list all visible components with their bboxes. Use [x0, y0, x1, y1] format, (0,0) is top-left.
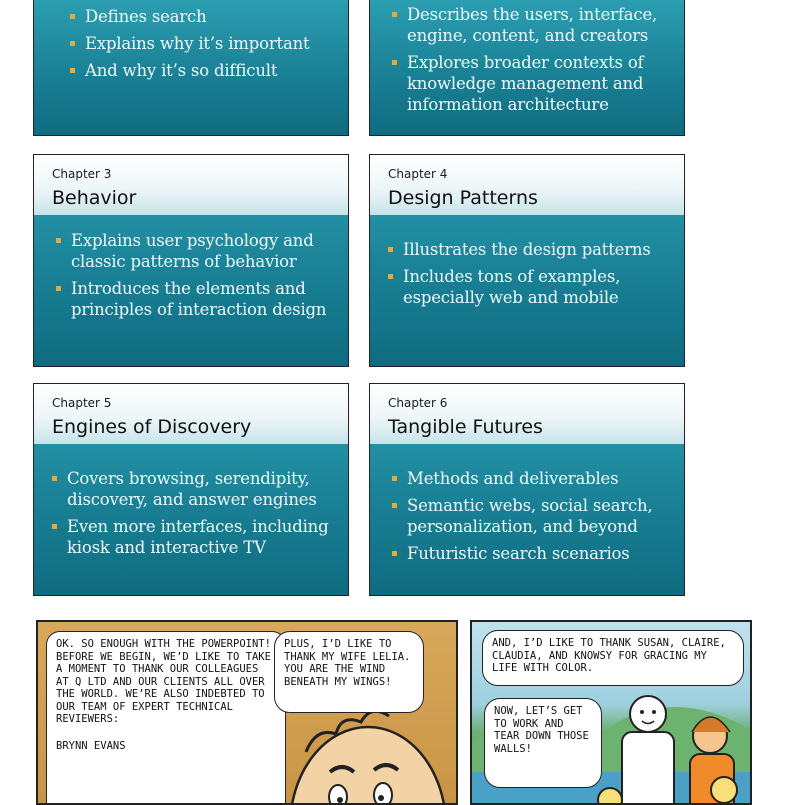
- card-bullets: [370, 215, 684, 308]
- bullet: Even more interfaces, including kiosk and interactive TV: [52, 516, 334, 558]
- card-bullets: [34, 0, 348, 81]
- chapter-title: Behavior: [52, 187, 137, 209]
- card-header: [370, 155, 684, 215]
- comic-panel-right: [470, 620, 752, 805]
- bullet: Covers browsing, serendipity, discovery, and answer engines: [52, 468, 334, 510]
- chapter-number: Chapter 6: [388, 396, 448, 410]
- card-bullets: [34, 444, 348, 558]
- comic-panel-left: [36, 620, 458, 805]
- bubble-text: AND, I’D LIKE TO THANK SUSAN, CLAIRE, CLAUDIA, AND KNOWSY FOR GRACING MY LIFE WITH COLOR.: [492, 637, 726, 674]
- bullet: Futuristic search scenarios: [392, 543, 670, 564]
- chapter-card-1: [33, 0, 349, 136]
- chapter-number: Chapter 4: [388, 167, 448, 181]
- speech-bubble-4: [484, 698, 602, 788]
- speech-bubble-2: [274, 631, 424, 713]
- bullet: Describes the users, interface, engine, content, and creators: [392, 4, 670, 46]
- card-header: [370, 384, 684, 444]
- chapter-title: Tangible Futures: [388, 416, 543, 438]
- bullet: Semantic webs, social search, personalization, and beyond: [392, 495, 670, 537]
- bullet: Methods and deliverables: [392, 468, 670, 489]
- speech-bubble-3: [482, 630, 744, 686]
- bullet: Defines search: [70, 6, 330, 27]
- bullet: Introduces the elements and principles of interaction design: [56, 278, 334, 320]
- bullet: And why it’s so difficult: [70, 60, 330, 81]
- speech-bubble-1: [46, 631, 286, 805]
- bubble-text: PLUS, I’D LIKE TO THANK MY WIFE LELIA. YOU ARE THE WIND BENEATH MY WINGS!: [284, 638, 411, 688]
- bullet: Includes tons of examples, especially web and mobile: [388, 266, 670, 308]
- bullet: Illustrates the design patterns: [388, 239, 670, 260]
- chapter-number: Chapter 3: [52, 167, 112, 181]
- bubble-text: OK. SO ENOUGH WITH THE POWERPOINT! BEFORE WE BEGIN, WE’D LIKE TO TAKE A MOMENT TO THANK OUR COLLEAGUES AT Q LTD AND OUR CLIENTS ALL OVER THE WORLD. WE’RE ALSO INDEBTED TO OUR TEAM OF EXPERT TECHNICAL REVIEWERS:: [56, 638, 271, 725]
- chapter-card-6: [369, 383, 685, 596]
- bubble-text-name: BRYNN EVANS: [56, 739, 126, 752]
- card-bullets: [370, 444, 684, 564]
- chapter-title: Design Patterns: [388, 187, 538, 209]
- card-bullets: [34, 215, 348, 320]
- chapter-number: Chapter 5: [52, 396, 112, 410]
- card-header: [34, 155, 348, 215]
- bullet: Explains user psychology and classic patterns of behavior: [56, 230, 334, 272]
- chapter-card-5: [33, 383, 349, 596]
- bullet: Explains why it’s important: [70, 33, 330, 54]
- card-bullets: [370, 0, 684, 115]
- chapter-card-3: [33, 154, 349, 367]
- chapter-card-2: [369, 0, 685, 136]
- bubble-text: NOW, LET’S GET TO WORK AND TEAR DOWN THOSE WALLS!: [494, 705, 589, 755]
- chapter-card-4: [369, 154, 685, 367]
- chapter-title: Engines of Discovery: [52, 416, 252, 438]
- bullet: Explores broader contexts of knowledge management and information architecture: [392, 52, 670, 115]
- card-header: [34, 384, 348, 444]
